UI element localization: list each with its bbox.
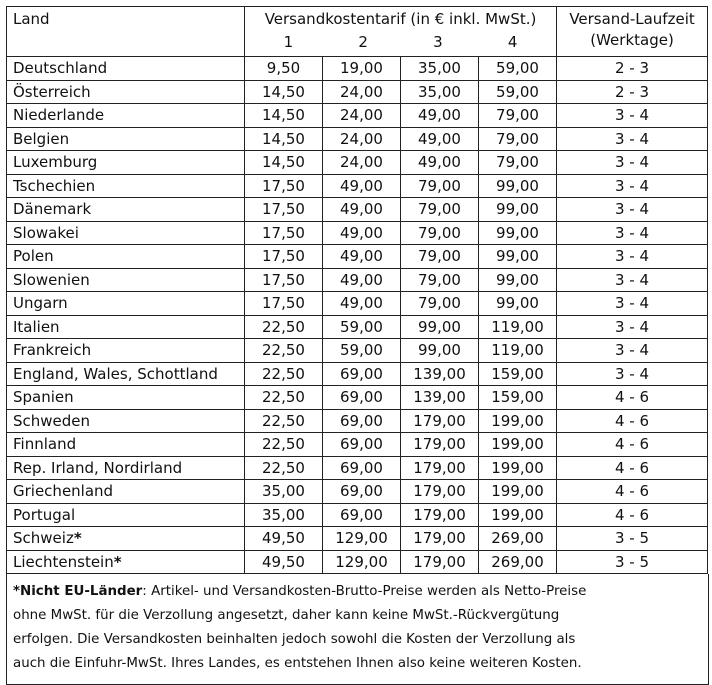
cell-tarif-3: 179,00	[401, 503, 479, 527]
table-row	[7, 174, 708, 198]
country-name: Finnland	[13, 435, 77, 454]
cell-tarif-3: 139,00	[401, 362, 479, 386]
country-name: Griechenland	[13, 482, 114, 501]
cell-tarif-2: 24,00	[323, 80, 401, 104]
footnote-line-2: ohne MwSt. für die Verzollung angesetzt, daher kann keine MwSt.-Rückvergütung	[13, 608, 560, 623]
cell-land	[7, 456, 245, 480]
header-laufzeit-line1: Versand-Laufzeit	[569, 10, 695, 28]
table-row	[7, 433, 708, 457]
cell-laufzeit: 3 - 4	[557, 315, 708, 339]
cell-tarif-3: 49,00	[401, 127, 479, 151]
cell-tarif-4: 199,00	[479, 480, 557, 504]
table-row	[7, 315, 708, 339]
cell-tarif-4: 99,00	[479, 268, 557, 292]
table-header-row	[7, 7, 708, 57]
cell-tarif-3: 179,00	[401, 409, 479, 433]
cell-tarif-1: 22,50	[245, 409, 323, 433]
cell-tarif-4: 99,00	[479, 245, 557, 269]
cell-land	[7, 386, 245, 410]
non-eu-marker: *	[113, 552, 122, 571]
table-row	[7, 268, 708, 292]
country-name: Liechtenstein	[13, 552, 114, 571]
cell-laufzeit: 2 - 3	[557, 80, 708, 104]
country-name: Spanien	[13, 388, 74, 407]
cell-tarif-3: 79,00	[401, 268, 479, 292]
cell-laufzeit: 4 - 6	[557, 503, 708, 527]
cell-tarif-1: 22,50	[245, 315, 323, 339]
header-tariff-title: Versandkostentarif (in € inkl. MwSt.)	[264, 10, 537, 28]
cell-tarif-2: 19,00	[323, 57, 401, 81]
cell-land	[7, 80, 245, 104]
country-name: Tschechien	[13, 176, 96, 195]
cell-laufzeit: 4 - 6	[557, 456, 708, 480]
cell-tarif-3: 179,00	[401, 527, 479, 551]
cell-tarif-2: 49,00	[323, 198, 401, 222]
country-name: Österreich	[13, 82, 91, 101]
cell-tarif-4: 79,00	[479, 104, 557, 128]
cell-tarif-4: 269,00	[479, 550, 557, 574]
cell-tarif-2: 69,00	[323, 480, 401, 504]
cell-tarif-2: 69,00	[323, 433, 401, 457]
cell-tarif-2: 69,00	[323, 362, 401, 386]
table-row	[7, 527, 708, 551]
country-name: England, Wales, Schottland	[13, 364, 218, 383]
country-name: Slowenien	[13, 270, 90, 289]
cell-tarif-1: 17,50	[245, 292, 323, 316]
cell-tarif-4: 159,00	[479, 386, 557, 410]
cell-land	[7, 268, 245, 292]
cell-tarif-1: 14,50	[245, 104, 323, 128]
country-name: Dänemark	[13, 200, 92, 219]
cell-land	[7, 57, 245, 81]
cell-tarif-1: 9,50	[245, 57, 323, 81]
cell-tarif-2: 69,00	[323, 386, 401, 410]
cell-land	[7, 198, 245, 222]
cell-tarif-1: 17,50	[245, 174, 323, 198]
cell-land	[7, 127, 245, 151]
cell-tarif-3: 49,00	[401, 104, 479, 128]
table-row	[7, 127, 708, 151]
cell-tarif-2: 24,00	[323, 104, 401, 128]
cell-land	[7, 362, 245, 386]
cell-land	[7, 550, 245, 574]
table-row	[7, 57, 708, 81]
cell-laufzeit: 3 - 4	[557, 198, 708, 222]
header-tariff-3: 3	[433, 33, 443, 51]
cell-laufzeit: 4 - 6	[557, 386, 708, 410]
cell-tarif-4: 199,00	[479, 456, 557, 480]
cell-tarif-2: 59,00	[323, 339, 401, 363]
cell-tarif-2: 69,00	[323, 456, 401, 480]
cell-tarif-2: 49,00	[323, 174, 401, 198]
cell-tarif-1: 49,50	[245, 527, 323, 551]
country-name: Schweden	[13, 411, 91, 430]
table-row	[7, 339, 708, 363]
cell-laufzeit: 3 - 4	[557, 104, 708, 128]
cell-land	[7, 433, 245, 457]
cell-tarif-2: 129,00	[323, 527, 401, 551]
cell-tarif-1: 22,50	[245, 456, 323, 480]
cell-laufzeit: 3 - 4	[557, 362, 708, 386]
country-name: Ungarn	[13, 294, 68, 313]
cell-tarif-1: 35,00	[245, 503, 323, 527]
header-tariff-columns	[251, 32, 550, 53]
cell-laufzeit: 2 - 3	[557, 57, 708, 81]
cell-tarif-2: 49,00	[323, 292, 401, 316]
cell-tarif-4: 99,00	[479, 292, 557, 316]
table-row	[7, 221, 708, 245]
cell-tarif-3: 179,00	[401, 480, 479, 504]
cell-tarif-2: 69,00	[323, 503, 401, 527]
cell-tarif-3: 139,00	[401, 386, 479, 410]
cell-land	[7, 151, 245, 175]
header-tariff	[245, 7, 557, 57]
cell-tarif-1: 17,50	[245, 198, 323, 222]
cell-tarif-1: 17,50	[245, 268, 323, 292]
cell-tarif-4: 59,00	[479, 57, 557, 81]
cell-tarif-3: 49,00	[401, 151, 479, 175]
footnote-text-1: : Artikel- und Versandkosten-Brutto-Preise werden als Netto-Preise	[142, 584, 587, 599]
country-name: Polen	[13, 247, 54, 266]
table-row	[7, 456, 708, 480]
cell-land	[7, 245, 245, 269]
country-name: Italien	[13, 317, 60, 336]
table-row	[7, 480, 708, 504]
table-row	[7, 151, 708, 175]
cell-land	[7, 527, 245, 551]
cell-tarif-1: 22,50	[245, 339, 323, 363]
cell-tarif-1: 14,50	[245, 127, 323, 151]
cell-tarif-2: 49,00	[323, 245, 401, 269]
cell-tarif-3: 179,00	[401, 433, 479, 457]
cell-land	[7, 339, 245, 363]
header-tariff-1: 1	[283, 33, 294, 51]
cell-land	[7, 503, 245, 527]
cell-laufzeit: 3 - 4	[557, 245, 708, 269]
cell-tarif-2: 24,00	[323, 127, 401, 151]
country-name: Luxemburg	[13, 153, 98, 172]
cell-tarif-4: 119,00	[479, 339, 557, 363]
country-name: Deutschland	[13, 59, 108, 78]
header-laufzeit-line2: (Werktage)	[590, 31, 674, 49]
cell-tarif-4: 119,00	[479, 315, 557, 339]
cell-tarif-3: 79,00	[401, 174, 479, 198]
cell-tarif-4: 59,00	[479, 80, 557, 104]
table-row	[7, 198, 708, 222]
cell-laufzeit: 3 - 4	[557, 174, 708, 198]
cell-tarif-4: 79,00	[479, 151, 557, 175]
cell-tarif-4: 159,00	[479, 362, 557, 386]
table-row	[7, 104, 708, 128]
table-row	[7, 550, 708, 574]
cell-tarif-4: 99,00	[479, 221, 557, 245]
table-row	[7, 362, 708, 386]
table-row	[7, 292, 708, 316]
cell-tarif-3: 35,00	[401, 80, 479, 104]
cell-tarif-1: 14,50	[245, 80, 323, 104]
cell-tarif-2: 49,00	[323, 221, 401, 245]
shipping-cost-table	[6, 6, 708, 574]
table-row	[7, 409, 708, 433]
footnote-line-3: erfolgen. Die Versandkosten beinhalten jedoch sowohl die Kosten der Verzollung als	[13, 632, 576, 647]
table-row	[7, 503, 708, 527]
cell-tarif-3: 35,00	[401, 57, 479, 81]
cell-tarif-1: 17,50	[245, 221, 323, 245]
cell-tarif-1: 22,50	[245, 386, 323, 410]
cell-tarif-1: 22,50	[245, 362, 323, 386]
cell-tarif-4: 199,00	[479, 503, 557, 527]
country-name: Portugal	[13, 505, 76, 524]
cell-tarif-3: 79,00	[401, 221, 479, 245]
cell-laufzeit: 3 - 4	[557, 127, 708, 151]
table-row	[7, 245, 708, 269]
cell-tarif-3: 179,00	[401, 456, 479, 480]
cell-laufzeit: 4 - 6	[557, 409, 708, 433]
cell-tarif-1: 14,50	[245, 151, 323, 175]
cell-land	[7, 292, 245, 316]
cell-tarif-2: 129,00	[323, 550, 401, 574]
cell-tarif-2: 59,00	[323, 315, 401, 339]
cell-tarif-4: 99,00	[479, 198, 557, 222]
cell-tarif-4: 79,00	[479, 127, 557, 151]
footnote-line-4: auch die Einfuhr-MwSt. Ihres Landes, es entstehen Ihnen also keine weiteren Kosten.	[13, 656, 582, 671]
cell-laufzeit: 3 - 4	[557, 339, 708, 363]
cell-land	[7, 221, 245, 245]
table-row	[7, 80, 708, 104]
cell-land	[7, 104, 245, 128]
header-land: Land	[7, 7, 245, 57]
cell-land	[7, 315, 245, 339]
footnote-bold: *Nicht EU-Länder	[13, 584, 143, 599]
footnote	[6, 574, 709, 685]
cell-land	[7, 480, 245, 504]
country-name: Schweiz	[13, 529, 74, 548]
cell-tarif-3: 79,00	[401, 292, 479, 316]
cell-land	[7, 409, 245, 433]
country-name: Niederlande	[13, 106, 105, 125]
shipping-cost-document	[6, 6, 707, 685]
cell-tarif-2: 69,00	[323, 409, 401, 433]
cell-laufzeit: 3 - 5	[557, 550, 708, 574]
cell-tarif-3: 179,00	[401, 550, 479, 574]
non-eu-marker: *	[73, 529, 82, 548]
header-tariff-4: 4	[507, 33, 518, 51]
cell-laufzeit: 4 - 6	[557, 480, 708, 504]
cell-tarif-1: 22,50	[245, 433, 323, 457]
header-tariff-2: 2	[358, 33, 368, 51]
footnote-line-1	[13, 580, 702, 604]
table-row	[7, 386, 708, 410]
cell-laufzeit: 3 - 5	[557, 527, 708, 551]
cell-tarif-3: 99,00	[401, 315, 479, 339]
cell-tarif-4: 269,00	[479, 527, 557, 551]
cell-tarif-4: 199,00	[479, 433, 557, 457]
cell-tarif-2: 24,00	[323, 151, 401, 175]
cell-tarif-4: 199,00	[479, 409, 557, 433]
country-name: Frankreich	[13, 341, 92, 360]
cell-tarif-3: 79,00	[401, 198, 479, 222]
cell-tarif-4: 99,00	[479, 174, 557, 198]
cell-tarif-2: 49,00	[323, 268, 401, 292]
cell-laufzeit: 3 - 4	[557, 268, 708, 292]
cell-tarif-1: 49,50	[245, 550, 323, 574]
cell-tarif-3: 99,00	[401, 339, 479, 363]
cell-laufzeit: 3 - 4	[557, 221, 708, 245]
cell-laufzeit: 3 - 4	[557, 151, 708, 175]
cell-tarif-1: 17,50	[245, 245, 323, 269]
cell-land	[7, 174, 245, 198]
country-name: Slowakei	[13, 223, 79, 242]
country-name: Belgien	[13, 129, 70, 148]
cell-tarif-1: 35,00	[245, 480, 323, 504]
cell-tarif-3: 79,00	[401, 245, 479, 269]
cell-laufzeit: 3 - 4	[557, 292, 708, 316]
header-laufzeit	[557, 7, 708, 57]
country-name: Rep. Irland, Nordirland	[13, 458, 183, 477]
cell-laufzeit: 4 - 6	[557, 433, 708, 457]
